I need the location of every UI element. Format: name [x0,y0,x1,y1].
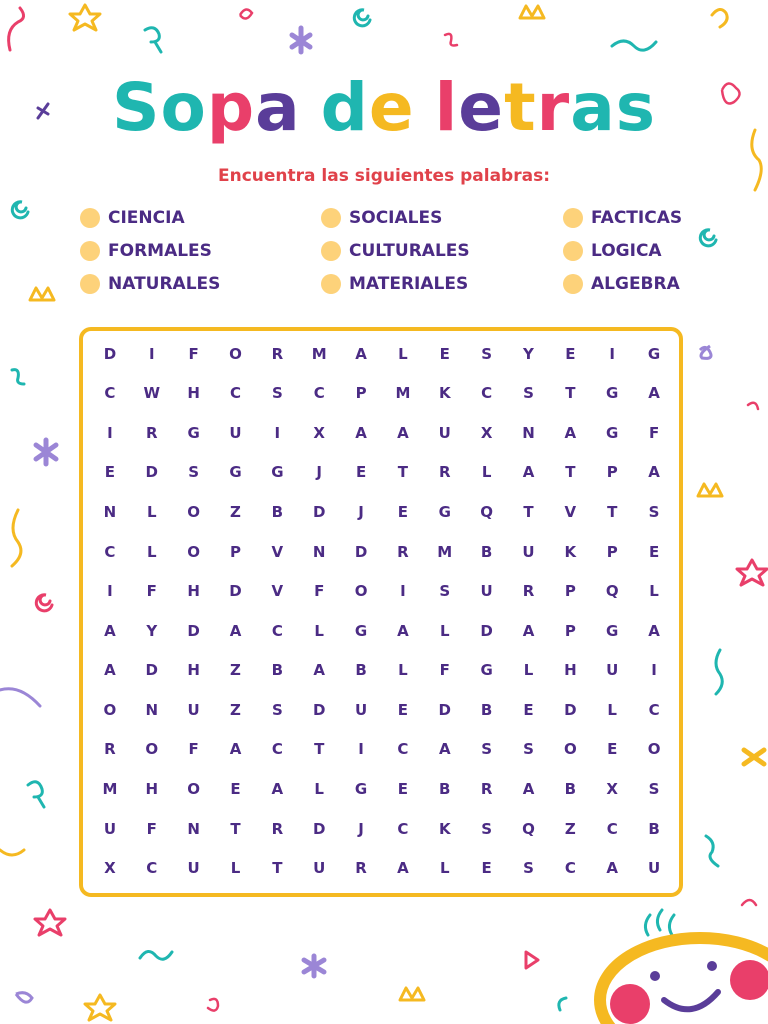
grid-letter[interactable]: B [439,780,451,799]
grid-letter[interactable]: N [145,700,159,719]
grid-letter[interactable]: G [606,423,619,442]
grid-letter[interactable]: B [480,542,493,561]
grid-letter[interactable]: B [480,700,493,719]
word-item [80,204,185,232]
grid-letter[interactable]: T [565,384,576,403]
grid-letter[interactable]: E [607,740,618,759]
grid-letter[interactable]: I [148,344,155,363]
grid-letter[interactable]: A [522,463,535,482]
grid-letter[interactable]: R [355,859,367,878]
grid-letter[interactable]: O [563,740,577,759]
grid-letter[interactable]: S [523,384,534,403]
grid-letter[interactable]: L [146,542,157,561]
word-search-grid [89,334,675,888]
grid-letter[interactable]: T [314,740,325,759]
grid-letter[interactable]: E [648,542,660,561]
grid-letter[interactable]: K [564,542,577,561]
grid-letter[interactable]: A [397,423,409,442]
grid-letter[interactable]: C [313,384,325,403]
grid-letter[interactable]: O [229,344,242,363]
grid-letter[interactable]: E [104,463,116,482]
grid-letter[interactable]: F [146,582,157,601]
grid-letter[interactable]: T [607,503,618,522]
title-letter: d [320,69,369,146]
grid-letter[interactable]: I [609,344,615,363]
word-item [321,237,470,265]
grid-letter[interactable]: I [358,740,364,759]
grid-letter[interactable]: S [523,740,534,759]
grid-letter[interactable]: C [104,542,116,561]
grid-letter[interactable]: A [522,621,535,640]
grid-letter[interactable]: G [480,661,493,680]
grid-letter[interactable]: S [481,819,493,838]
grid-letter[interactable]: D [229,582,242,601]
grid-letter[interactable]: F [314,582,325,601]
grid-letter[interactable]: O [187,542,201,561]
grid-letter[interactable]: T [272,859,283,878]
grid-letter[interactable]: A [397,859,409,878]
grid-letter[interactable]: M [437,542,453,561]
grid-letter[interactable]: O [103,700,117,719]
grid-letter[interactable]: C [104,384,116,403]
grid-letter[interactable]: U [103,819,117,838]
word-label: MATERIALES [349,274,469,294]
grid-letter[interactable]: O [647,740,661,759]
grid-letter[interactable]: L [439,859,450,878]
grid-letter[interactable]: F [648,423,660,442]
grid-letter[interactable]: E [523,700,534,719]
grid-letter[interactable]: S [648,780,660,799]
grid-letter[interactable]: J [316,463,322,482]
title-letter: a [255,69,301,146]
grid-letter[interactable]: B [564,780,577,799]
grid-letter[interactable]: U [480,582,493,601]
grid-letter[interactable]: Z [230,661,241,680]
grid-letter[interactable]: K [438,384,451,403]
grid-letter[interactable]: C [229,384,241,403]
word-item [321,270,468,298]
grid-letter[interactable]: Q [605,582,619,601]
word-label: ALGEBRA [591,274,680,294]
grid-letter[interactable]: P [229,542,241,561]
bullet-dot-icon [563,241,583,261]
grid-letter[interactable]: S [188,463,200,482]
title-letter: r [536,69,571,146]
grid-letter[interactable]: P [564,621,576,640]
grid-letter[interactable]: A [648,621,660,640]
grid-letter[interactable]: R [438,463,451,482]
grid-letter[interactable]: I [274,423,281,442]
grid-letter[interactable]: P [606,542,618,561]
grid-letter[interactable]: T [230,819,241,838]
bullet-dot-icon [321,241,341,261]
grid-letter[interactable]: L [230,859,241,878]
grid-letter[interactable]: V [564,503,577,522]
grid-letter[interactable]: L [314,780,324,799]
grid-letter[interactable]: Q [522,819,535,838]
grid-letter[interactable]: U [354,700,368,719]
word-label: LOGICA [591,241,662,261]
grid-letter[interactable]: G [354,780,368,799]
title-letter: s [615,69,657,146]
title-letter: p [206,69,256,146]
grid-letter[interactable]: A [355,344,367,363]
title-letter: t [504,69,537,146]
grid-letter[interactable]: S [439,582,451,601]
title-letter: o [160,69,207,146]
grid-letter[interactable]: X [480,423,493,442]
grid-letter[interactable]: L [398,344,408,363]
title-letter: a [570,69,616,146]
grid-letter[interactable]: C [481,384,493,403]
grid-letter[interactable]: F [439,661,450,680]
grid-letter[interactable]: C [271,621,283,640]
grid-letter[interactable]: G [606,621,619,640]
word-item [80,270,220,298]
grid-letter[interactable]: O [187,503,201,522]
grid-letter[interactable]: R [271,344,284,363]
grid-letter[interactable]: P [564,582,576,601]
grid-letter[interactable]: D [145,463,158,482]
word-label: SOCIALES [349,208,443,228]
grid-letter[interactable]: O [187,780,201,799]
grid-letter[interactable]: U [187,859,200,878]
grid-letter[interactable]: A [355,423,367,442]
grid-letter[interactable]: A [606,859,619,878]
grid-letter[interactable]: U [187,700,200,719]
grid-letter[interactable]: R [271,819,284,838]
word-item [80,237,212,265]
grid-letter[interactable]: X [104,859,116,878]
grid-letter[interactable]: Y [146,621,158,640]
grid-letter[interactable]: U [313,859,326,878]
grid-letter[interactable]: D [187,621,200,640]
grid-letter[interactable]: D [438,700,451,719]
grid-letter[interactable]: R [522,582,535,601]
grid-letter[interactable]: A [104,621,116,640]
grid-letter[interactable]: F [146,819,157,838]
grid-letter[interactable]: Z [564,819,576,838]
grid-letter[interactable]: V [271,582,284,601]
grid-letter[interactable]: F [188,740,199,759]
bullet-dot-icon [321,274,341,294]
grid-letter[interactable]: L [523,661,534,680]
grid-letter[interactable]: U [522,542,535,561]
grid-letter[interactable]: G [271,463,284,482]
grid-letter[interactable]: G [606,384,619,403]
grid-letter[interactable]: A [438,740,451,759]
grid-letter[interactable]: G [438,503,451,522]
grid-letter[interactable]: O [145,740,159,759]
grid-letter[interactable]: S [523,859,534,878]
grid-letter[interactable]: I [400,582,406,601]
grid-letter[interactable]: H [187,661,200,680]
grid-letter[interactable]: L [146,503,157,522]
grid-letter[interactable]: G [187,423,200,442]
grid-letter[interactable]: C [397,740,409,759]
grid-letter[interactable]: M [102,780,118,799]
grid-letter[interactable]: L [649,582,659,601]
bullet-dot-icon [321,208,341,228]
grid-letter[interactable]: D [312,700,326,719]
grid-letter[interactable]: P [606,463,618,482]
grid-letter[interactable]: S [271,384,283,403]
grid-letter[interactable]: R [480,780,493,799]
grid-letter[interactable]: E [397,780,409,799]
grid-letter[interactable]: C [271,740,283,759]
grid-letter[interactable]: B [271,503,284,522]
page-title [0,68,768,148]
grid-letter[interactable]: F [188,344,199,363]
grid-letter[interactable]: C [648,700,660,719]
grid-letter[interactable]: X [313,423,325,442]
grid-letter[interactable]: B [355,661,367,680]
grid-letter[interactable]: Y [523,344,534,363]
grid-letter[interactable]: H [187,582,200,601]
grid-letter[interactable]: E [439,344,450,363]
grid-letter[interactable]: N [103,503,117,522]
grid-letter[interactable]: G [354,621,368,640]
grid-letter[interactable]: L [481,463,492,482]
grid-letter[interactable]: Z [230,503,241,522]
grid-letter[interactable]: J [358,503,364,522]
grid-letter[interactable]: A [271,780,284,799]
word-label: CIENCIA [108,208,185,228]
grid-letter[interactable]: M [311,344,327,363]
bullet-dot-icon [563,274,583,294]
word-label: FACTICAS [591,208,683,228]
grid-letter[interactable]: S [271,700,283,719]
title-letter: S [111,69,161,146]
grid-letter[interactable]: D [480,621,493,640]
grid-letter[interactable]: E [481,859,492,878]
grid-letter[interactable]: N [312,542,326,561]
grid-letter[interactable]: U [438,423,451,442]
grid-letter[interactable]: E [565,344,576,363]
grid-letter[interactable]: H [145,780,159,799]
grid-letter[interactable]: A [648,463,660,482]
word-item [563,204,682,232]
word-label: CULTURALES [349,241,470,261]
grid-letter[interactable]: U [647,859,661,878]
title-letter: l [434,69,459,146]
grid-letter[interactable]: A [564,423,577,442]
grid-letter[interactable]: I [651,661,657,680]
grid-letter[interactable]: E [355,463,367,482]
word-item [563,270,680,298]
grid-letter[interactable]: S [481,740,493,759]
grid-letter[interactable]: K [438,819,451,838]
grid-letter[interactable]: C [397,819,409,838]
grid-letter[interactable]: L [439,621,450,640]
bullet-dot-icon [80,274,100,294]
grid-letter[interactable]: M [395,384,411,403]
bullet-dot-icon [563,208,583,228]
word-item [321,204,442,232]
grid-letter[interactable]: B [271,661,284,680]
grid-letter[interactable]: B [648,819,660,838]
grid-letter[interactable]: E [397,700,409,719]
grid-letter[interactable]: A [104,661,116,680]
grid-letter[interactable]: R [397,542,409,561]
grid-letter[interactable]: T [565,463,576,482]
instructions-text: Encuentra las siguientes palabras: [217,166,550,186]
word-label: FORMALES [108,241,212,261]
grid-letter[interactable]: A [522,780,535,799]
grid-letter[interactable]: E [230,780,241,799]
grid-letter[interactable]: N [522,423,535,442]
word-item [563,237,662,265]
grid-letter[interactable]: I [107,423,113,442]
bullet-dot-icon [80,208,100,228]
grid-letter[interactable]: D [312,819,326,838]
grid-letter[interactable]: L [398,661,408,680]
grid-letter[interactable]: S [481,344,493,363]
grid-letter[interactable]: W [143,384,161,403]
grid-letter[interactable]: A [229,621,242,640]
grid-letter[interactable]: A [397,621,409,640]
grid-letter[interactable]: Q [480,503,494,522]
title-letter: e [368,69,415,146]
bullet-dot-icon [80,241,100,261]
grid-letter[interactable]: A [229,740,242,759]
grid-letter[interactable]: O [354,582,368,601]
grid-letter[interactable]: T [397,463,409,482]
grid-letter[interactable]: Z [230,700,241,719]
grid-letter[interactable]: L [607,700,617,719]
grid-letter[interactable]: H [187,384,200,403]
title-letter: e [458,69,505,146]
grid-letter[interactable]: U [606,661,619,680]
grid-letter[interactable]: I [107,582,113,601]
grid-letter[interactable]: R [104,740,116,759]
grid-letter[interactable]: C [564,859,576,878]
grid-letter[interactable]: E [397,503,409,522]
grid-letter[interactable]: J [358,819,364,838]
grid-letter[interactable]: D [103,344,117,363]
grid-letter[interactable]: D [145,661,158,680]
grid-letter[interactable]: D [354,542,368,561]
grid-letter[interactable]: P [355,384,367,403]
grid-letter[interactable]: C [606,819,618,838]
grid-letter[interactable]: C [146,859,158,878]
grid-letter[interactable]: D [312,503,326,522]
grid-letter[interactable]: N [187,819,200,838]
grid-letter[interactable]: X [606,780,618,799]
grid-letter[interactable]: V [271,542,284,561]
grid-letter[interactable]: U [229,423,242,442]
grid-letter[interactable]: G [229,463,242,482]
grid-letter[interactable]: A [313,661,326,680]
grid-letter[interactable]: A [648,384,660,403]
word-list [0,204,768,304]
grid-letter[interactable]: H [564,661,577,680]
grid-letter[interactable]: T [523,503,534,522]
grid-letter[interactable]: G [647,344,661,363]
grid-letter[interactable]: S [648,503,660,522]
word-label: NATURALES [108,274,221,294]
grid-letter[interactable]: R [145,423,158,442]
grid-letter[interactable]: L [314,621,324,640]
grid-letter[interactable]: D [564,700,577,719]
